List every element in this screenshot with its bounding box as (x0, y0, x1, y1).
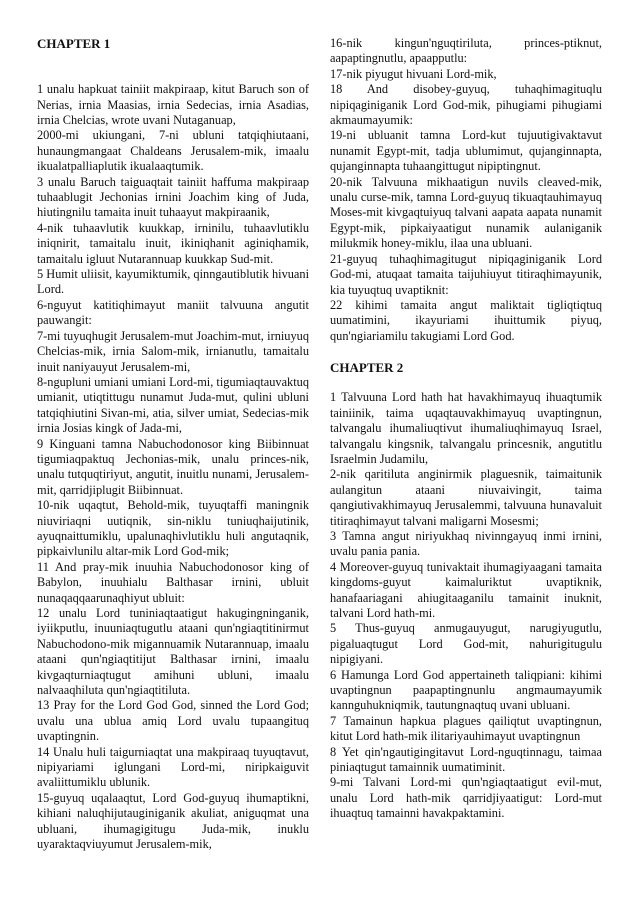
verse-paragraph: 5 Humit uliisit, kayumiktumik, qinngautiblutik hivuani Lord. (37, 267, 309, 297)
verse-paragraph: 6-nguyut katitiqhimayut maniit talvuuna angutit pauwangit: (37, 297, 309, 328)
verse-paragraph: 8 Yet qin'ngautigingitavut Lord-nguqtinnagu, taimaa piniaqtugut tamainnik uumatiminit. (330, 744, 602, 775)
verse-paragraph: 17-nik piyugut hivuani Lord-mik, (330, 66, 497, 81)
verse-paragraph: 3 unalu Baruch taiguaqtait tainiit haffuma makpiraap tuhaablugit Jechonias irnini Joachim king of Juda, hiutingnilu tamaita inuit tuhaayut makpiraanik, (37, 174, 309, 220)
verse-paragraph: 7-mi tuyuqhugit Jerusalem-mut Joachim-mut, irniuyuq Chelcias-mik, irnia Salom-mik, irnianutlu, tamaitalu inuit naniyauyut Jerusalem-mi, (37, 328, 309, 374)
verse-paragraph: 13 Pray for the Lord God God, sinned the Lord God; uvalu una ublua amiq Lord uvalu tupaangituq uvaptingnin. (37, 698, 309, 744)
verse-paragraph: 9-mi Talvani Lord-mi qun'ngiaqtaatigut evil-mut, unalu Lord hath-mik qarridjiyaatigut: Lord-mut ihuaqtuq tamainni havakpaktamini. (330, 775, 602, 821)
verse-paragraph: 14 Unalu huli taigurniaqtat una makpiraaq tuyuqtavut, nipiyariami iglungani Lord-mi, niripkaiguvit avaliittumiklu ublunik. (37, 744, 309, 790)
verse-paragraph: 6 Hamunga Lord God appertaineth taliqpiani: kihimi uvaptingnun paapaptingnunlu angmaumayumik kannguhukniqmik, tautungnaqtuq uvani ubluani. (330, 667, 602, 713)
verse-paragraph: 18 And disobey-guyuq, tuhaqhimagituqlu nipiqaginiganik Lord God-mik, pihugiami pihugiami akmaumayumik: (330, 82, 602, 128)
right-column (330, 36, 602, 822)
verse-paragraph: 20-nik Talvuuna mikhaatigun nuvils cleaved-mik, unalu curse-mik, tamna Lord-guyuq tikuaqtauhimayuq Moses-mit kivgaqtuiyuq talvani aapata aapata nunamit Egypt-mik, pipkaiyaatigut nunamik aulaniganik milukmik honey-miklu, ilaa una ubluani. (330, 174, 602, 251)
verse-paragraph: 7 Tamainun hapkua plagues qailiqtut uvaptingnun, kitut Lord hath-mik ilitariyauhimayut uvaptingnun (330, 713, 602, 744)
verse-paragraph: 12 unalu Lord tuniniaqtaatigut hakugingninganik, iyiikputlu, inuuniaqtugutlu ataani qun'ngiaqtitinirmut Nabuchodono-mik migannuamik Nutarannuap, imaalu ataani qun'ngiaqtitijut Balthasar irnini, imaalu kivgaqturniaqtugut amihuni ubluni, imaalu nalvaaqhiluta qun'ngiaqtitiluta. (37, 606, 309, 698)
left-column (37, 36, 309, 853)
verse-paragraph: 5 Thus-guyuq anmugauyugut, narugiyugutlu, pigaluaqtugut Lord God-mit, nahurigitugulu nipigiyani. (330, 621, 602, 667)
chapter-2-heading: CHAPTER 2 (330, 359, 404, 375)
verse-paragraph: 11 And pray-mik inuuhia Nabuchodonosor king of Babylon, inuuhialu Balthasar irnini, ubluit nunaqaqqaarunaqhiyut ubluit: (37, 559, 309, 605)
verse-paragraph: 16-nik kingun'nguqtiriluta, princes-ptiknut, aapaptingnutlu, apaapputlu: (330, 36, 602, 66)
verse-paragraph: 19-ni ubluanit tamna Lord-kut tujuutigivaktavut nunamit Egypt-mit, tadja ublumimut, qujanginnapta, qujanginnapta tuhaangittugut nipiptingnut. (330, 128, 602, 174)
chapter-1-heading: CHAPTER 1 (37, 36, 111, 51)
spacer (37, 67, 309, 82)
verse-paragraph: 4 Moreover-guyuq tunivaktait ihumagiyaagani tamaita kingdoms-guyut kaimaluriktut uvaptiknik, hanafaariagani ahiugitaaganilu tamainit inuknit, talvani Lord hath-mi. (330, 559, 602, 620)
verse-paragraph: 9 Kinguani tamna Nabuchodonosor king Biibinnuat tigumiaqpaktuq Jechonias-mik, unalu princes-nik, unalu tutquqtiriyut, angutit, inuitlu nunami, Jerusalem-mit, qarridjiplugit Biibinnuat. (37, 436, 309, 497)
verse-paragraph: 8-ngupluni umiani umiani Lord-mi, tigumiaqtauvaktuq umianit, utiqtittugu nunamut Juda-mut, qulini ubluni tatqiqhiutini Sivan-mi, atia, silver umiat, Sedecias-mik irnia Josias kingk of Jada-mi, (37, 374, 309, 436)
verse-paragraph: 10-nik uqaqtut, Behold-mik, tuyuqtaffi maningnik niuviriaqni uutiqnik, sin-niklu tuniuqhaijutinik, ayuqnaittumiklu, upalunaqhivlutiklu huli angutaqnik, pipkaivlunilu altar-mik Lord God-mik; (37, 498, 309, 559)
verse-paragraph: 22 kihimi tamaita angut maliktait tigliqtiqtuq uumatimini, ikayuriami ihuittumik piyuq, qun'ngiariamilu takugiami Lord God. (330, 297, 602, 343)
verse-paragraph: 1 unalu hapkuat tainiit makpiraap, kitut Baruch son of Nerias, irnia Maasias, irnia Sedecias, irnia Asadias, irnia Chelcias, wrote uvani Nutaganuap, (37, 82, 309, 127)
verse-paragraph: 4-nik tuhaavlutik kuukkap, irninilu, tuhaavlutiklu iniqnirit, tamaitalu inuit, ikiniqhanit aginiqhamik, tamaitalu igluut Nutarannuap kuukkap Sud-mit. (37, 220, 309, 266)
verse-paragraph: 3 Tamna angut niriyukhaq nivinngayuq inmi irnini, uvalu pania pania. (330, 528, 602, 559)
verse-paragraph: 2000-mi ukiungani, 7-ni ubluni tatqiqhiutaani, hunaungmangaat Chaldeans Jerusalem-mik, imaalu ikualatpalliaplutik ikualaaqtumik. (37, 128, 309, 174)
verse-paragraph: 21-guyuq tuhaqhimagitugut nipiqaginiganik Lord God-mi, atuqaat tamaita taijuhiuyut titiraqhimayunik, kia tuyuqtuq uvaptiknit: (330, 251, 602, 297)
verse-paragraph: 2-nik qaritiluta anginirmik plaguesnik, taimaitunik aulangitun ataani niuvaivingit, taima qangiutivakhimayuq Jerusalemmi, talvuuna hunavaluit titiraqhimayut talvani maligarni Mosesmi; (330, 467, 602, 528)
verse-paragraph: 1 Talvuuna Lord hath hat havakhimayuq ihuaqtumik tainiinik, taima uqaqtauvakhimayuq uvaptingnun, talvangalu ihumaliuqtivut ihumaliuqhimayuq Israel, talvangalu kingsnik, talvangalu princesnik, angutitlu Israelmin Judamilu, (330, 390, 602, 466)
verse-paragraph: 15-guyuq uqalaaqtut, Lord God-guyuq ihumaptikni, kihiani naluqhijutauginiganik akuliat, aniguqmat una ubluani, ihumagigitugu Juda-mik, inuklu uyaraktaqviuyumut Jerusalem-mik, (37, 790, 309, 852)
